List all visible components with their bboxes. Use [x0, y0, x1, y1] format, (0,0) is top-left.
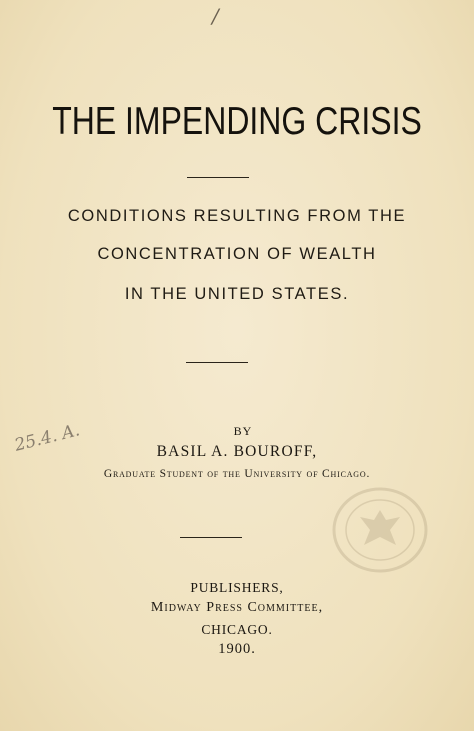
author-divider [180, 537, 242, 538]
by-line: BY [233, 424, 253, 438]
library-seal-stamp [330, 485, 430, 575]
handwritten-note: 25.4. A. [12, 420, 82, 456]
subtitle-line-3: IN THE UNITED STATES. [124, 285, 350, 303]
publication-year: 1900. [218, 641, 256, 657]
publishers-heading: PUBLISHERS, [190, 580, 284, 595]
subtitle-line-2: CONCENTRATION OF WEALTH [97, 245, 377, 263]
subtitle-divider [186, 362, 248, 363]
publisher-city: CHICAGO. [201, 622, 273, 637]
subtitle-line-1: CONDITIONS RESULTING FROM THE [67, 207, 407, 225]
title-divider [187, 177, 249, 178]
book-title: THE IMPENDING CRISIS [52, 100, 422, 143]
publisher-name: Midway Press Committee, [150, 600, 324, 615]
author-affiliation: Graduate Student of the University of Chicago. [103, 468, 371, 480]
author-name: BASIL A. BOUROFF, [156, 443, 318, 460]
corner-pencil-mark: / [212, 4, 219, 28]
